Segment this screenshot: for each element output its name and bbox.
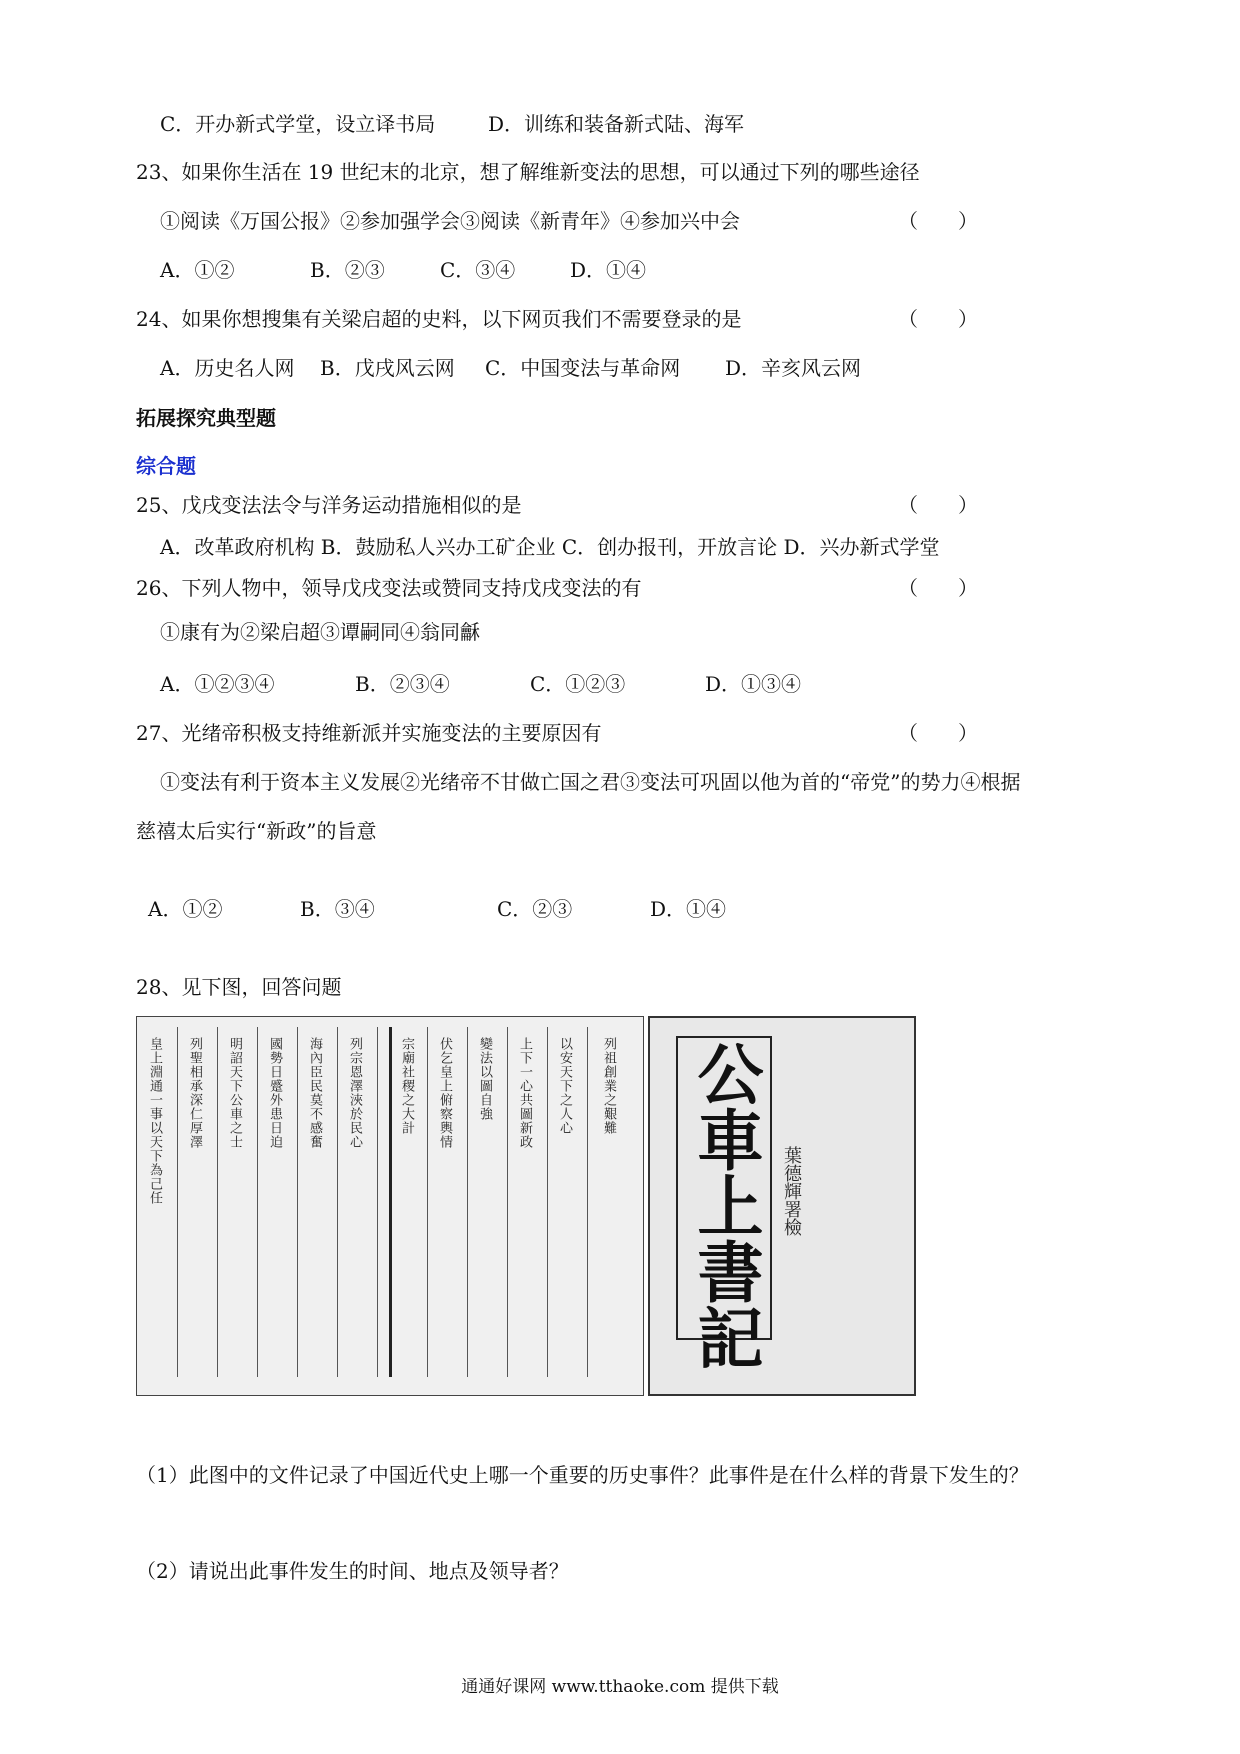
q27-option-a: A．①② xyxy=(148,897,223,921)
q22-option-d: D．训练和装备新式陆、海军 xyxy=(488,112,745,136)
q26-option-c: C．①②③ xyxy=(530,672,626,696)
document-column: 變法以圖自強 xyxy=(477,1037,492,1121)
document-column: 皇上淵通一事以天下為己任 xyxy=(147,1037,162,1205)
document-column: 列聖相承深仁厚澤 xyxy=(187,1037,202,1149)
q23-option-a: A．①② xyxy=(160,258,235,282)
document-column: 國勢日蹙外患日迫 xyxy=(267,1037,282,1149)
q23-items: ①阅读《万国公报》②参加强学会③阅读《新青年》④参加兴中会 xyxy=(160,209,740,233)
document-column: 海內臣民莫不感奮 xyxy=(307,1037,322,1149)
document-column: 上下一心共圖新政 xyxy=(517,1037,532,1149)
q26-stem: 26、下列人物中，领导戊戌变法或赞同支持戊戌变法的有 xyxy=(136,576,642,600)
q24-answer-paren: （ ） xyxy=(898,307,978,331)
q27-answer-paren: （ ） xyxy=(898,721,978,745)
document-cover xyxy=(648,1016,916,1396)
document-column: 以安天下之人心 xyxy=(557,1037,572,1135)
q24-option-c: C．中国变法与革命网 xyxy=(485,356,681,380)
q23-stem: 23、如果你生活在 19 世纪末的北京，想了解维新变法的思想，可以通过下列的哪些途径 xyxy=(136,160,920,184)
q25-answer-paren: （ ） xyxy=(898,493,978,517)
cover-title: 公車上書記 xyxy=(686,1040,764,1370)
q26-option-a: A．①②③④ xyxy=(160,672,275,696)
q26-answer-paren: （ ） xyxy=(898,576,978,600)
q28-sub1: （1）此图中的文件记录了中国近代史上哪一个重要的历史事件？此事件是在什么样的背景下发生的？ xyxy=(136,1463,1029,1487)
document-column: 列宗恩澤浹於民心 xyxy=(347,1037,362,1149)
q22-option-c: C．开办新式学堂，设立译书局 xyxy=(160,112,436,136)
page-footer: 通通好课网 www.tthaoke.com 提供下载 xyxy=(461,1677,779,1697)
q23-option-b: B．②③ xyxy=(310,258,385,282)
q24-option-a: A．历史名人网 xyxy=(160,356,295,380)
q28-stem: 28、见下图，回答问题 xyxy=(136,975,342,999)
document-column: 伏乞皇上俯察輿情 xyxy=(437,1037,452,1149)
q23-option-c: C．③④ xyxy=(440,258,516,282)
q23-option-d: D．①④ xyxy=(570,258,647,282)
q25-stem: 25、戊戌变法法令与洋务运动措施相似的是 xyxy=(136,493,522,517)
q26-option-d: D．①③④ xyxy=(705,672,802,696)
q24-option-d: D．辛亥风云网 xyxy=(725,356,862,380)
q28-sub2: （2）请说出此事件发生的时间、地点及领导者？ xyxy=(136,1559,569,1583)
q24-option-b: B．戊戌风云网 xyxy=(320,356,455,380)
document-column: 列祖創業之艱難 xyxy=(601,1037,616,1135)
cover-subtitle: 葉德輝署檢 xyxy=(781,1146,802,1236)
q27-stem: 27、光绪帝积极支持维新派并实施变法的主要原因有 xyxy=(136,721,602,745)
q27-option-d: D．①④ xyxy=(650,897,727,921)
q24-stem: 24、如果你想搜集有关梁启超的史料，以下网页我们不需要登录的是 xyxy=(136,307,742,331)
q27-items-line1: ①变法有利于资本主义发展②光绪帝不甘做亡国之君③变法可巩固以他为首的“帝党”的势力④根据 xyxy=(160,770,1021,794)
document-inner-pages xyxy=(136,1016,644,1396)
document-column: 明詔天下公車之士 xyxy=(227,1037,242,1149)
document-column: 宗廟社稷之大計 xyxy=(399,1037,414,1135)
section-title: 拓展探究典型题 xyxy=(136,406,276,430)
q23-answer-paren: （ ） xyxy=(898,209,978,233)
section-subtitle: 综合题 xyxy=(136,454,196,478)
q26-items: ①康有为②梁启超③谭嗣同④翁同龢 xyxy=(160,620,480,644)
q27-items-line2: 慈禧太后实行“新政”的旨意 xyxy=(136,819,377,843)
q26-option-b: B．②③④ xyxy=(355,672,450,696)
q25-options: A．改革政府机构 B．鼓励私人兴办工矿企业 C．创办报刊，开放言论 D．兴办新式学堂 xyxy=(160,535,940,559)
q27-option-b: B．③④ xyxy=(300,897,375,921)
q27-option-c: C．②③ xyxy=(497,897,573,921)
historical-document-image xyxy=(136,1016,916,1396)
